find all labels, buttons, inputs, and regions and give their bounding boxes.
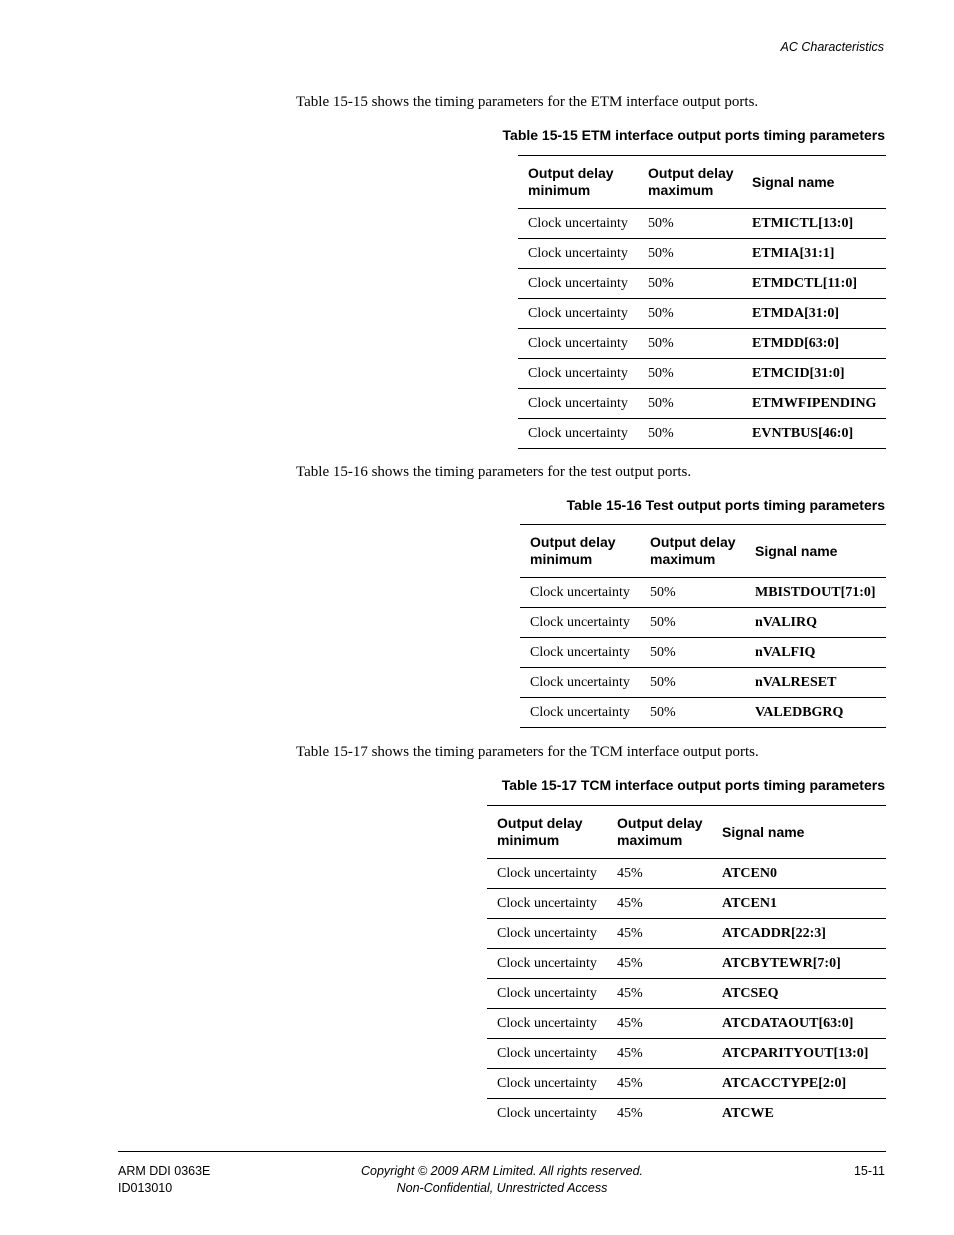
cell-max: 45% bbox=[607, 889, 712, 919]
table-row bbox=[520, 608, 886, 638]
cell-min: Clock uncertainty bbox=[518, 239, 638, 269]
cell-signal: ATCBYTEWR[7:0] bbox=[712, 949, 886, 979]
cell-max: 50% bbox=[638, 389, 742, 419]
cell-max: 50% bbox=[640, 608, 745, 638]
table-row bbox=[487, 949, 886, 979]
table-row bbox=[487, 1099, 886, 1129]
cell-min: Clock uncertainty bbox=[487, 859, 607, 889]
cell-signal: ETMDCTL[11:0] bbox=[742, 269, 886, 299]
cell-max: 50% bbox=[638, 329, 742, 359]
running-header: AC Characteristics bbox=[780, 40, 884, 54]
etm-timing-table bbox=[518, 155, 886, 449]
column-header: Output delay maximum bbox=[607, 806, 712, 859]
cell-max: 50% bbox=[640, 698, 745, 728]
cell-min: Clock uncertainty bbox=[520, 698, 640, 728]
cell-signal: ATCPARITYOUT[13:0] bbox=[712, 1039, 886, 1069]
table-row bbox=[487, 919, 886, 949]
cell-max: 45% bbox=[607, 1039, 712, 1069]
cell-signal: ATCADDR[22:3] bbox=[712, 919, 886, 949]
footer-page-number: 15-11 bbox=[853, 1164, 885, 1178]
cell-max: 50% bbox=[640, 638, 745, 668]
column-header: Signal name bbox=[745, 525, 886, 578]
cell-min: Clock uncertainty bbox=[518, 209, 638, 239]
cell-max: 50% bbox=[638, 419, 742, 449]
cell-min: Clock uncertainty bbox=[518, 329, 638, 359]
cell-max: 50% bbox=[638, 299, 742, 329]
table-row bbox=[520, 638, 886, 668]
cell-min: Clock uncertainty bbox=[487, 979, 607, 1009]
table-intro-text: Table 15-17 shows the timing parameters for the TCM interface output ports. bbox=[296, 744, 759, 760]
cell-signal: ETMWFIPENDING bbox=[742, 389, 886, 419]
cell-min: Clock uncertainty bbox=[487, 1009, 607, 1039]
cell-min: Clock uncertainty bbox=[487, 889, 607, 919]
cell-min: Clock uncertainty bbox=[497, 1105, 597, 1121]
footer-doc-id: ARM DDI 0363E bbox=[118, 1164, 211, 1178]
test-timing-table bbox=[520, 524, 886, 728]
cell-signal: ATCACCTYPE[2:0] bbox=[712, 1069, 886, 1099]
cell-min: Clock uncertainty bbox=[520, 608, 640, 638]
cell-signal: nVALIRQ bbox=[745, 608, 886, 638]
footer-issue-id: ID013010 bbox=[118, 1181, 173, 1195]
cell-max: 50% bbox=[640, 578, 745, 608]
table-row bbox=[518, 299, 886, 329]
table-header-row bbox=[487, 806, 886, 859]
column-header: Signal name bbox=[742, 156, 886, 209]
cell-signal: MBISTDOUT[71:0] bbox=[745, 578, 886, 608]
table-row bbox=[487, 1069, 886, 1099]
table-row bbox=[487, 1009, 886, 1039]
cell-max: 45% bbox=[617, 1105, 643, 1121]
cell-signal: ATCEN0 bbox=[712, 859, 886, 889]
cell-min: Clock uncertainty bbox=[518, 299, 638, 329]
cell-max: 45% bbox=[607, 1009, 712, 1039]
cell-min: Clock uncertainty bbox=[518, 269, 638, 299]
footer-copyright: Copyright © 2009 ARM Limited. All rights reserved. bbox=[360, 1164, 643, 1178]
table-header-row bbox=[520, 525, 886, 578]
table-row bbox=[518, 329, 886, 359]
table-caption: Table 15-17 TCM interface output ports timing parameters bbox=[501, 777, 885, 793]
cell-signal: ATCEN1 bbox=[712, 889, 886, 919]
table-row bbox=[518, 359, 886, 389]
table-row bbox=[518, 419, 886, 449]
tcm-timing-table bbox=[487, 805, 886, 1128]
table-row bbox=[487, 889, 886, 919]
cell-max: 45% bbox=[607, 949, 712, 979]
cell-signal: ATCWE bbox=[722, 1105, 774, 1121]
cell-max: 45% bbox=[607, 919, 712, 949]
cell-signal: ETMCID[31:0] bbox=[742, 359, 886, 389]
table-row bbox=[518, 389, 886, 419]
table-intro-text: Table 15-15 shows the timing parameters for the ETM interface output ports. bbox=[296, 94, 759, 110]
cell-signal: EVNTBUS[46:0] bbox=[742, 419, 886, 449]
cell-signal: ATCDATAOUT[63:0] bbox=[712, 1009, 886, 1039]
cell-signal: ETMIA[31:1] bbox=[742, 239, 886, 269]
column-header: Signal name bbox=[712, 806, 886, 859]
cell-max: 50% bbox=[638, 239, 742, 269]
table-row bbox=[520, 578, 886, 608]
footer-legal bbox=[0, 1163, 954, 1197]
footer-divider bbox=[118, 1151, 886, 1152]
footer-access: Non-Confidential, Unrestricted Access bbox=[396, 1181, 608, 1195]
cell-max: 45% bbox=[607, 1069, 712, 1099]
cell-max: 50% bbox=[638, 359, 742, 389]
cell-signal: ETMDA[31:0] bbox=[742, 299, 886, 329]
table-row bbox=[487, 1039, 886, 1069]
table-row bbox=[487, 859, 886, 889]
cell-min: Clock uncertainty bbox=[487, 1039, 607, 1069]
table-row bbox=[518, 239, 886, 269]
cell-min: Clock uncertainty bbox=[518, 419, 638, 449]
cell-signal: ETMICTL[13:0] bbox=[742, 209, 886, 239]
table-row bbox=[487, 979, 886, 1009]
cell-signal: ATCSEQ bbox=[712, 979, 886, 1009]
cell-signal: nVALRESET bbox=[745, 668, 886, 698]
cell-max: 50% bbox=[638, 269, 742, 299]
cell-max: 50% bbox=[638, 209, 742, 239]
table-row bbox=[520, 668, 886, 698]
cell-min: Clock uncertainty bbox=[520, 668, 640, 698]
column-header: Output delay maximum bbox=[638, 156, 742, 209]
table-row bbox=[520, 698, 886, 728]
table-caption: Table 15-15 ETM interface output ports timing parameters bbox=[502, 127, 885, 143]
cell-max: 50% bbox=[640, 668, 745, 698]
cell-min: Clock uncertainty bbox=[487, 919, 607, 949]
column-header: Output delay minimum bbox=[487, 806, 607, 859]
cell-signal: VALEDBGRQ bbox=[745, 698, 886, 728]
cell-max: 45% bbox=[607, 979, 712, 1009]
column-header: Output delay minimum bbox=[518, 156, 638, 209]
table-row bbox=[518, 209, 886, 239]
column-header: Output delay maximum bbox=[640, 525, 745, 578]
cell-min: Clock uncertainty bbox=[487, 1069, 607, 1099]
table-header-row bbox=[518, 156, 886, 209]
cell-max: 45% bbox=[607, 859, 712, 889]
table-intro-text: Table 15-16 shows the timing parameters for the test output ports. bbox=[296, 464, 692, 480]
cell-min: Clock uncertainty bbox=[518, 389, 638, 419]
table-row bbox=[518, 269, 886, 299]
table-caption: Table 15-16 Test output ports timing parameters bbox=[566, 497, 885, 513]
cell-min: Clock uncertainty bbox=[520, 638, 640, 668]
cell-signal: ETMDD[63:0] bbox=[742, 329, 886, 359]
cell-signal: nVALFIQ bbox=[745, 638, 886, 668]
cell-min: Clock uncertainty bbox=[487, 949, 607, 979]
cell-min: Clock uncertainty bbox=[520, 578, 640, 608]
column-header: Output delay minimum bbox=[520, 525, 640, 578]
cell-min: Clock uncertainty bbox=[518, 359, 638, 389]
